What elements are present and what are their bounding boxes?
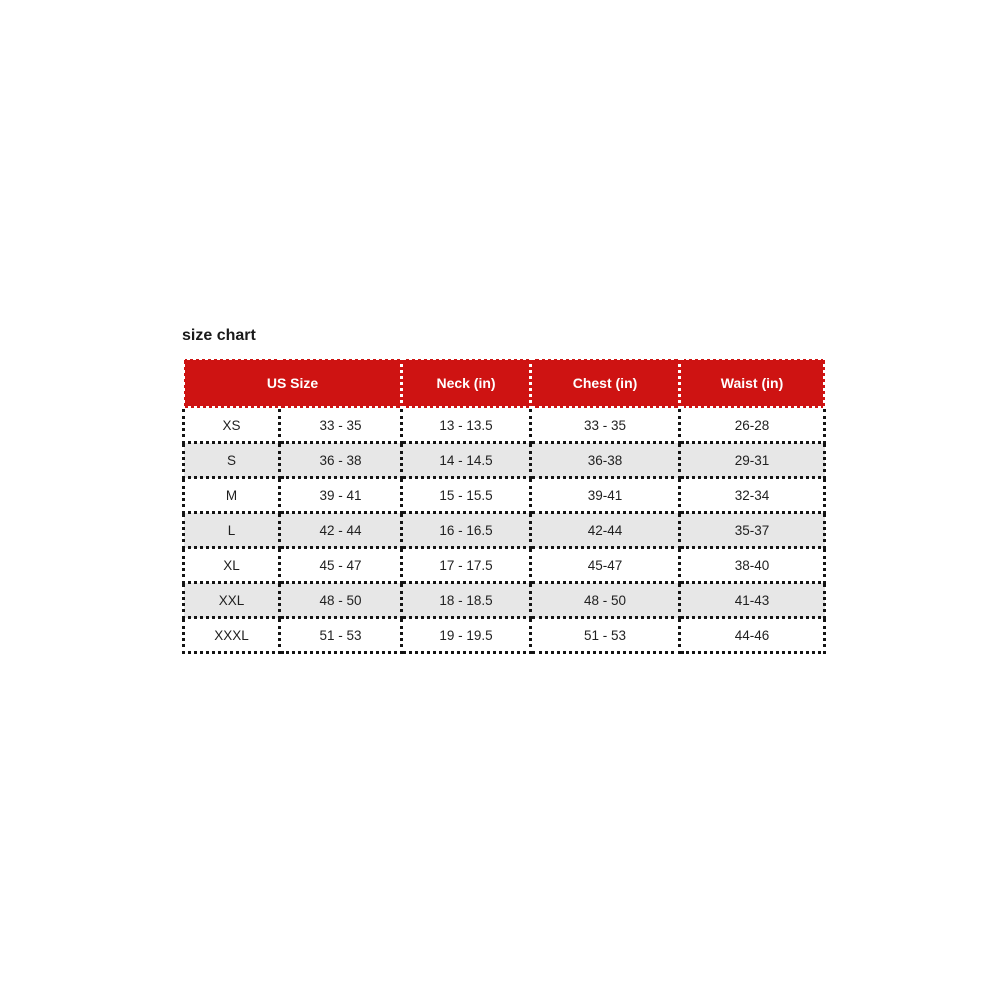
cell-size-range: 42 - 44 (280, 513, 402, 548)
size-chart-section (182, 327, 823, 654)
cell-size-range: 33 - 35 (280, 408, 402, 443)
cell-chest: 36-38 (531, 443, 680, 478)
table-row-xxl (184, 583, 825, 618)
cell-waist: 38-40 (680, 548, 825, 583)
cell-neck: 18 - 18.5 (402, 583, 531, 618)
column-header-waist: Waist (in) (680, 359, 825, 408)
cell-neck: 19 - 19.5 (402, 618, 531, 653)
table-row-xl (184, 548, 825, 583)
cell-size-range: 36 - 38 (280, 443, 402, 478)
cell-size-range: 48 - 50 (280, 583, 402, 618)
cell-neck: 16 - 16.5 (402, 513, 531, 548)
cell-size-label: XL (184, 548, 280, 583)
cell-neck: 14 - 14.5 (402, 443, 531, 478)
column-header-neck: Neck (in) (402, 359, 531, 408)
cell-neck: 15 - 15.5 (402, 478, 531, 513)
cell-waist: 41-43 (680, 583, 825, 618)
size-chart-table (182, 357, 826, 654)
column-header-us-size: US Size (184, 359, 402, 408)
cell-size-label: M (184, 478, 280, 513)
cell-size-label: XXL (184, 583, 280, 618)
cell-chest: 51 - 53 (531, 618, 680, 653)
cell-size-range: 45 - 47 (280, 548, 402, 583)
table-row-m (184, 478, 825, 513)
cell-chest: 45-47 (531, 548, 680, 583)
cell-size-label: S (184, 443, 280, 478)
cell-size-label: L (184, 513, 280, 548)
table-row-xs (184, 408, 825, 443)
cell-size-range: 39 - 41 (280, 478, 402, 513)
cell-size-label: XXXL (184, 618, 280, 653)
cell-chest: 33 - 35 (531, 408, 680, 443)
cell-waist: 32-34 (680, 478, 825, 513)
table-row-xxxl (184, 618, 825, 653)
cell-waist: 35-37 (680, 513, 825, 548)
cell-size-label: XS (184, 408, 280, 443)
cell-neck: 13 - 13.5 (402, 408, 531, 443)
cell-neck: 17 - 17.5 (402, 548, 531, 583)
table-row-l (184, 513, 825, 548)
cell-waist: 29-31 (680, 443, 825, 478)
cell-waist: 44-46 (680, 618, 825, 653)
cell-chest: 48 - 50 (531, 583, 680, 618)
cell-waist: 26-28 (680, 408, 825, 443)
cell-chest: 42-44 (531, 513, 680, 548)
cell-size-range: 51 - 53 (280, 618, 402, 653)
table-row-s (184, 443, 825, 478)
header-row (184, 359, 825, 408)
size-chart-title: size chart (182, 327, 256, 344)
cell-chest: 39-41 (531, 478, 680, 513)
column-header-chest: Chest (in) (531, 359, 680, 408)
